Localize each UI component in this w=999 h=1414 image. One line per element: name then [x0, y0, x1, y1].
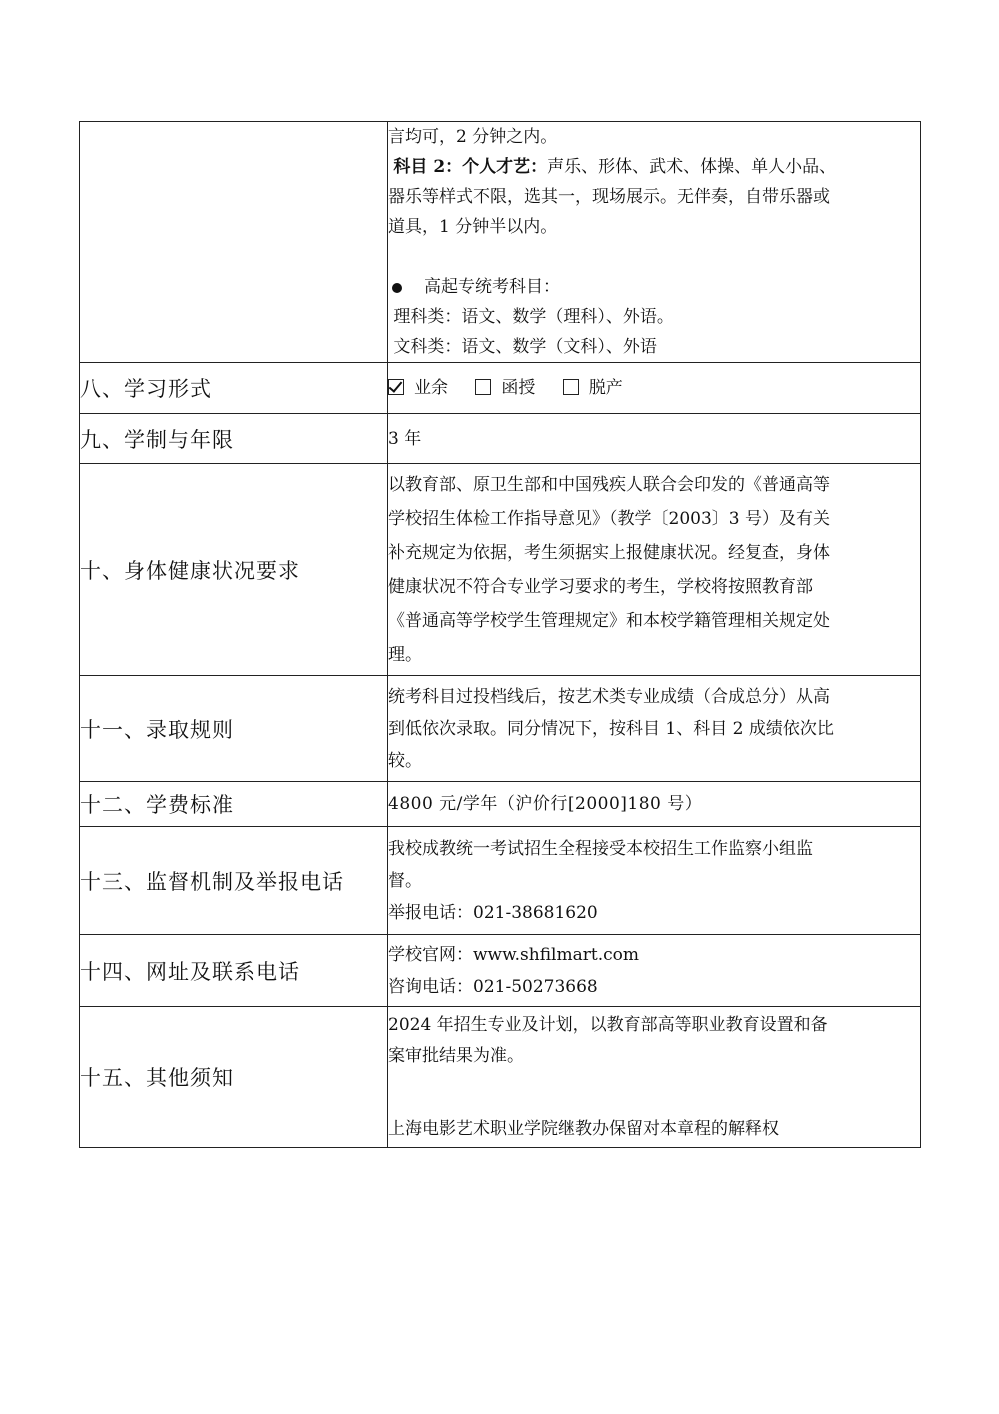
- text-line: 上海电影艺术职业学院继教办保留对本章程的解释权: [388, 1118, 779, 1139]
- text-line: 较。: [388, 750, 422, 771]
- exam-subjects-cell: [388, 122, 921, 363]
- row-label-other: 十五、其他须知: [80, 1007, 388, 1148]
- text-line: 道具，1 分钟半以内。: [388, 217, 558, 237]
- arts-subjects: 文科类：语文、数学（文科）、外语: [393, 337, 657, 357]
- text-line: [388, 332, 920, 362]
- text-line: 案审批结果为准。: [388, 1045, 524, 1066]
- table-row: [80, 464, 921, 676]
- website-line[interactable]: 学校官网：www.shfilmart.com: [388, 944, 639, 965]
- checkbox-checked-icon[interactable]: [388, 379, 404, 395]
- health-cell: [388, 464, 921, 676]
- text-line: 督。: [388, 870, 422, 891]
- text-line: 言均可，2 分钟之内。: [388, 127, 558, 147]
- study-form-cell: [388, 363, 921, 414]
- table-row: [80, 122, 921, 363]
- text-line: 统考科目过投档线后，按艺术类专业成绩（合成总分）从高: [388, 686, 830, 707]
- checkbox-icon[interactable]: [563, 379, 579, 395]
- text-line: [388, 152, 920, 182]
- text-line: 《普通高等学校学生管理规定》和本校学籍管理相关规定处: [388, 610, 830, 631]
- contact-cell: [388, 935, 921, 1007]
- text-line: [388, 272, 920, 302]
- table-row: [80, 363, 921, 414]
- checkbox-icon[interactable]: [475, 379, 491, 395]
- option-label: 脱产: [588, 378, 623, 398]
- admission-table: [79, 121, 921, 1148]
- exam-subjects-heading: 高起专统考科目：: [424, 277, 560, 297]
- text-line: 我校成教统一考试招生全程接受本校招生工作监察小组监: [388, 838, 813, 859]
- science-subjects: 理科类：语文、数学（理科）、外语。: [393, 307, 674, 327]
- text-line: 器乐等样式不限，选其一，现场展示。无伴奏，自带乐器或: [388, 187, 830, 207]
- table-row: [80, 935, 921, 1007]
- text-line: 补充规定为依据，考生须据实上报健康状况。经复查，身体: [388, 542, 830, 563]
- option-label: 业余: [414, 378, 448, 398]
- table-row: [80, 782, 921, 827]
- text-line: [388, 302, 920, 332]
- text-line: 理。: [388, 644, 422, 665]
- text-line: 2024 年招生专业及计划，以教育部高等职业教育设置和备: [388, 1014, 828, 1035]
- bullet-icon: [392, 283, 402, 293]
- row-label-study-form: 八、学习形式: [80, 363, 388, 414]
- text-line: 学校招生体检工作指导意见》（教学〔2003〕3 号）及有关: [388, 508, 830, 529]
- text-line: 到低依次录取。同分情况下，按科目 1、科目 2 成绩依次比: [388, 718, 834, 739]
- subject-2-text: 声乐、形体、武术、体操、单人小品、: [547, 157, 837, 177]
- text-line: 以教育部、原卫生部和中国残疾人联合会印发的《普通高等: [388, 474, 830, 495]
- duration-cell: 3 年: [388, 414, 921, 464]
- supervision-cell: [388, 827, 921, 935]
- consult-phone: 咨询电话：021-50273668: [388, 976, 598, 997]
- row-label-empty: [80, 122, 388, 363]
- row-label-duration: 九、学制与年限: [80, 414, 388, 464]
- table-row: [80, 1007, 921, 1148]
- row-label-admission: 十一、录取规则: [80, 676, 388, 782]
- row-label-supervision: 十三、监督机制及举报电话: [80, 827, 388, 935]
- admission-cell: [388, 676, 921, 782]
- report-phone: 举报电话：021-38681620: [388, 902, 598, 923]
- option-label: 函授: [501, 378, 536, 398]
- table-row: [80, 676, 921, 782]
- row-label-contact: 十四、网址及联系电话: [80, 935, 388, 1007]
- subject-2-title: 科目 2：个人才艺：: [393, 157, 548, 177]
- fee-cell: 4800 元/学年（沪价行[2000]180 号）: [388, 782, 921, 827]
- table-row: [80, 827, 921, 935]
- table-row: [80, 414, 921, 464]
- row-label-fee: 十二、学费标准: [80, 782, 388, 827]
- row-label-health: 十、身体健康状况要求: [80, 464, 388, 676]
- text-line: 健康状况不符合专业学习要求的考生，学校将按照教育部: [388, 576, 813, 597]
- other-cell: [388, 1007, 921, 1148]
